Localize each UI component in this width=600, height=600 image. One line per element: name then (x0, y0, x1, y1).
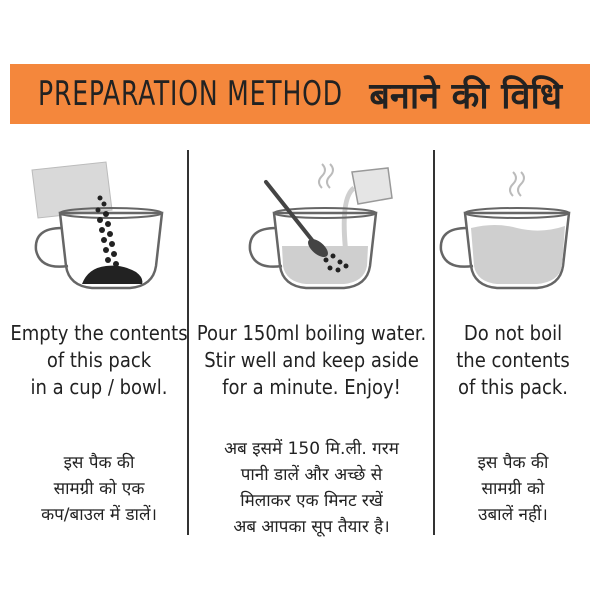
title-hindi: बनाने की विधि (369, 76, 562, 117)
steaming-soup-cup-icon (425, 158, 600, 308)
pack-pouring-into-cup-icon (10, 158, 190, 308)
step-3-english: Do not boil the contents of this pack. (456, 321, 570, 399)
header-banner (10, 64, 590, 124)
step-1-english: Empty the contents of this pack in a cup / bowl. (10, 321, 188, 399)
stirring-spoon-cup-icon (230, 158, 410, 308)
step-2-english: Pour 150ml boiling water. Stir well and keep aside for a minute. Enjoy! (196, 321, 427, 399)
step-3-hindi: इस पैक की सामग्री को उबालें नहीं। (477, 453, 549, 525)
step-1-hindi: इस पैक की सामग्री को एक कप/बाउल में डालें। (41, 453, 157, 525)
title-english: PREPARATION METHOD (38, 74, 343, 114)
step-2-hindi: अब इसमें 150 मि.ली. गरम पानी डालें और अच्छे से मिलाकर एक मिनट रखें अब आपका सूप तैयार है। (224, 439, 399, 537)
